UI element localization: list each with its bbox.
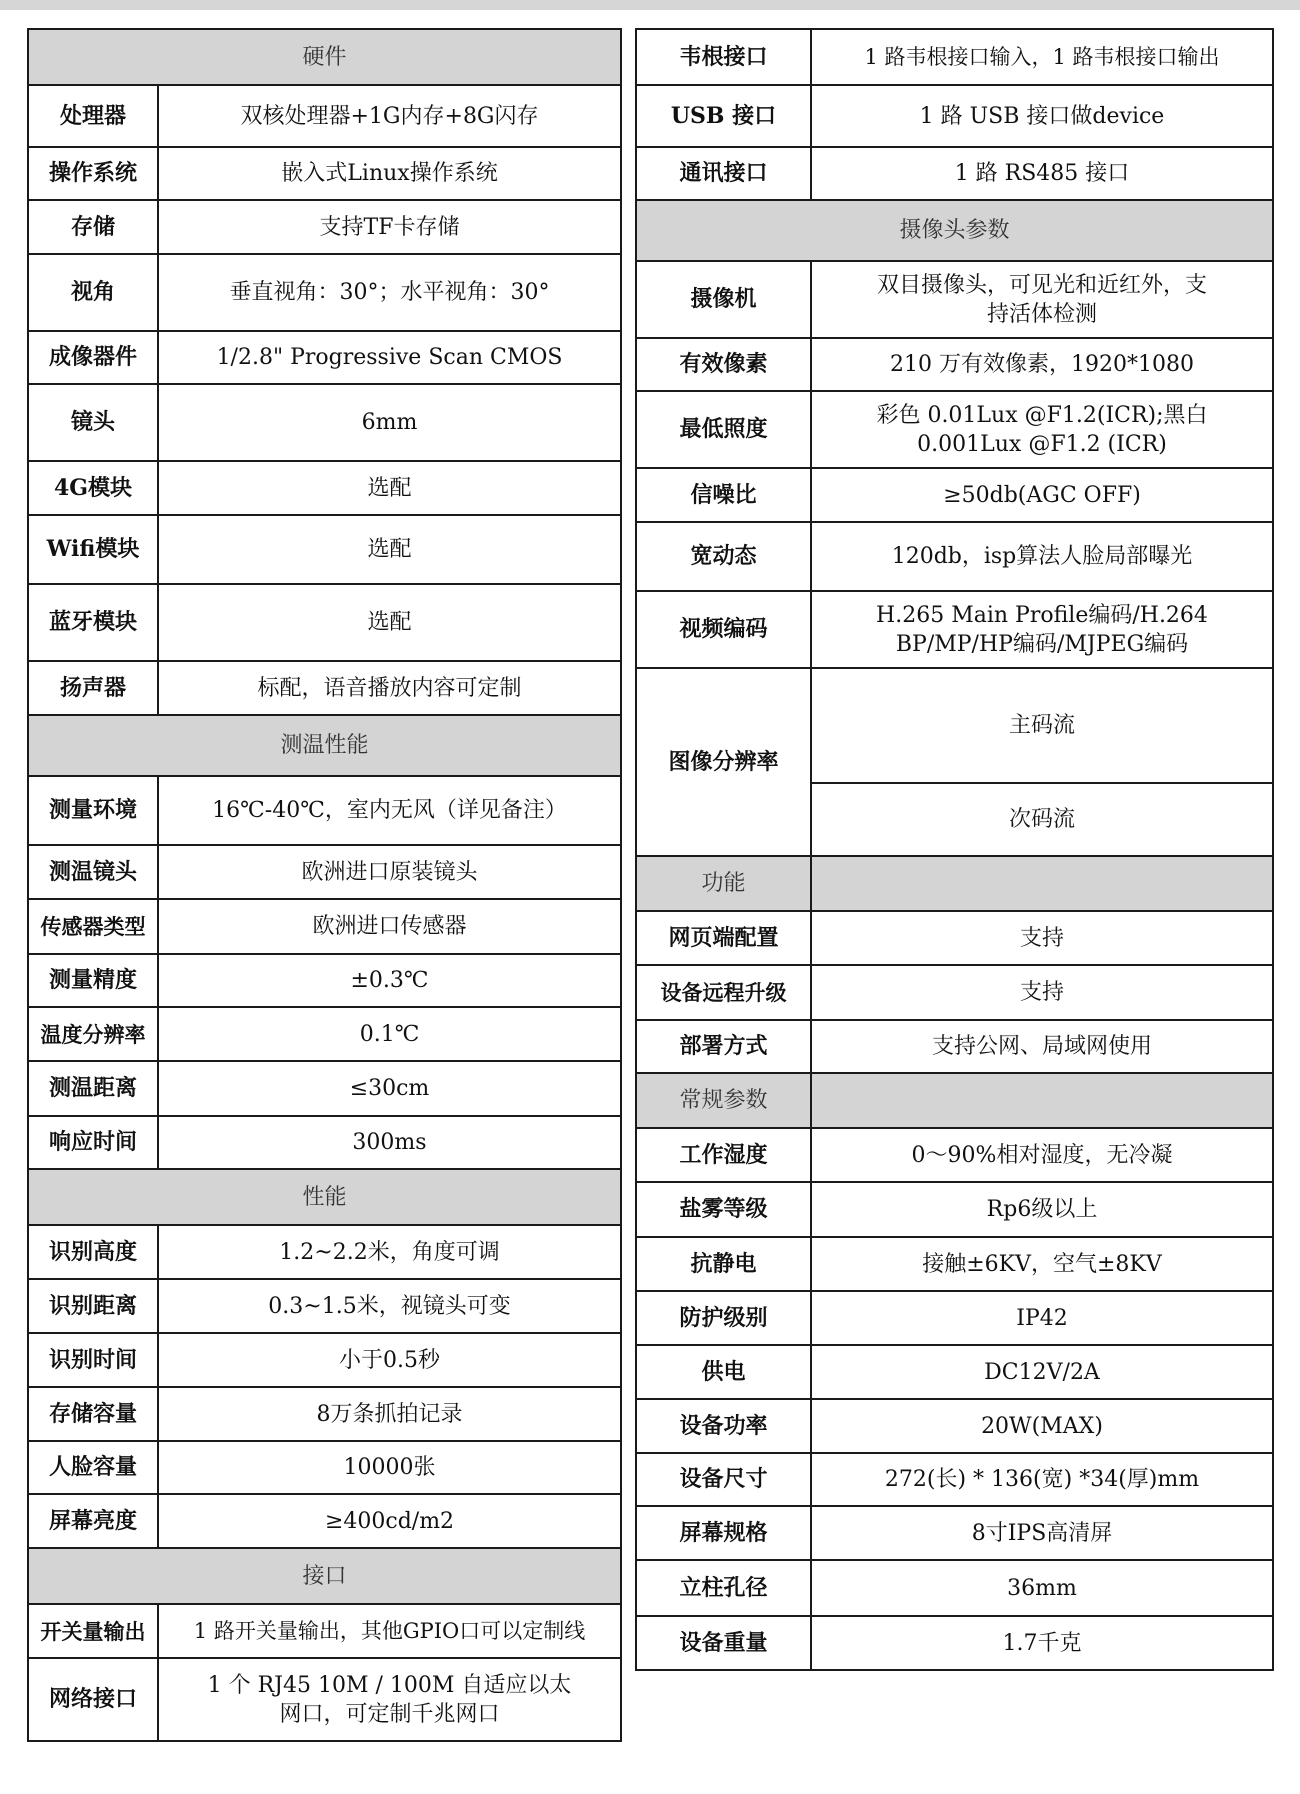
spec-label: 温度分辨率 <box>28 1007 158 1061</box>
section-row <box>636 856 1273 911</box>
spec-value: 1.7千克 <box>811 1616 1273 1670</box>
section-heading: 功能 <box>636 856 811 911</box>
spec-row <box>636 1291 1273 1345</box>
spec-value: 双目摄像头，可见光和近红外，支持活体检测 <box>811 261 1273 338</box>
spec-label: 设备尺寸 <box>636 1453 811 1506</box>
spec-value: 1 路 USB 接口做device <box>811 85 1273 147</box>
spec-value: 0.3~1.5米，视镜头可变 <box>158 1279 621 1333</box>
spec-row <box>636 1560 1273 1616</box>
spec-row <box>636 1399 1273 1453</box>
spec-value: 1.2~2.2米，角度可调 <box>158 1225 621 1279</box>
spec-label: 处理器 <box>28 85 158 147</box>
spec-label: 存储 <box>28 200 158 254</box>
spec-value: H.265 Main Profile编码/H.264 BP/MP/HP编码/MJPEG编码 <box>811 591 1273 668</box>
section-row <box>636 1073 1273 1128</box>
spec-row <box>636 522 1273 591</box>
spec-value: 支持TF卡存储 <box>158 200 621 254</box>
spec-value: 120db，isp算法人脸局部曝光 <box>811 522 1273 591</box>
spec-value: 彩色 0.01Lux @F1.2(ICR);黑白 0.001Lux @F1.2 (ICR) <box>811 391 1273 468</box>
spec-row <box>636 1128 1273 1182</box>
section-row <box>28 29 621 85</box>
spec-label: 操作系统 <box>28 147 158 200</box>
spec-value: 6mm <box>158 384 621 461</box>
spec-label: 防护级别 <box>636 1291 811 1345</box>
spec-row <box>28 776 621 845</box>
spec-label: 存储容量 <box>28 1387 158 1441</box>
spec-row <box>28 147 621 200</box>
spec-value: 300ms <box>158 1116 621 1169</box>
spec-label: 测温镜头 <box>28 845 158 899</box>
spec-value: 210 万有效像素，1920*1080 <box>811 338 1273 391</box>
spec-value: 选配 <box>158 461 621 515</box>
spec-value: 接触±6KV，空气±8KV <box>811 1237 1273 1291</box>
spec-label: 摄像机 <box>636 261 811 338</box>
spec-row <box>28 845 621 899</box>
spec-label: 成像器件 <box>28 331 158 384</box>
spec-row <box>28 461 621 515</box>
spec-row <box>28 1658 621 1741</box>
spec-value: 次码流 <box>811 783 1273 856</box>
spec-label: 视角 <box>28 254 158 331</box>
spec-row <box>28 1333 621 1387</box>
spec-label: 盐雾等级 <box>636 1182 811 1237</box>
spec-row <box>28 584 621 661</box>
spec-label: 4G模块 <box>28 461 158 515</box>
spec-label: 立柱孔径 <box>636 1560 811 1616</box>
spec-row <box>28 1279 621 1333</box>
spec-row <box>636 1506 1273 1560</box>
spec-label: 图像分辨率 <box>636 668 811 856</box>
spec-row <box>28 1225 621 1279</box>
spec-row <box>636 338 1273 391</box>
spec-label: 设备重量 <box>636 1616 811 1670</box>
spec-row <box>28 661 621 715</box>
spec-label: 韦根接口 <box>636 29 811 85</box>
spec-value: Rp6级以上 <box>811 1182 1273 1237</box>
spec-row <box>28 85 621 147</box>
spec-row <box>636 1182 1273 1237</box>
spec-value: 双核处理器+1G内存+8G闪存 <box>158 85 621 147</box>
spec-value: 36mm <box>811 1560 1273 1616</box>
section-heading-blank <box>811 1073 1273 1128</box>
section-heading: 接口 <box>28 1548 621 1604</box>
spec-label: 识别高度 <box>28 1225 158 1279</box>
spec-label: 供电 <box>636 1345 811 1399</box>
spec-label: 识别距离 <box>28 1279 158 1333</box>
spec-value: 0～90%相对湿度，无冷凝 <box>811 1128 1273 1182</box>
spec-value: 10000张 <box>158 1441 621 1494</box>
spec-label: 测温距离 <box>28 1061 158 1116</box>
spec-label: 蓝牙模块 <box>28 584 158 661</box>
spec-value: 选配 <box>158 584 621 661</box>
spec-label: 开关量输出 <box>28 1604 158 1658</box>
spec-row <box>28 1116 621 1169</box>
section-heading: 测温性能 <box>28 715 621 776</box>
spec-label: 有效像素 <box>636 338 811 391</box>
spec-value: 欧洲进口原装镜头 <box>158 845 621 899</box>
spec-value: 1 路开关量输出，其他GPIO口可以定制线 <box>158 1604 621 1658</box>
spec-value: 支持 <box>811 965 1273 1020</box>
spec-value: 欧洲进口传感器 <box>158 899 621 954</box>
spec-row <box>636 1616 1273 1670</box>
section-heading: 硬件 <box>28 29 621 85</box>
spec-label: Wifi模块 <box>28 515 158 584</box>
spec-row <box>28 200 621 254</box>
spec-row <box>636 911 1273 965</box>
spec-value: 选配 <box>158 515 621 584</box>
spec-label: 屏幕规格 <box>636 1506 811 1560</box>
spec-row <box>636 468 1273 522</box>
spec-row <box>636 1453 1273 1506</box>
spec-label: 扬声器 <box>28 661 158 715</box>
section-heading-blank <box>811 856 1273 911</box>
spec-value: 20W(MAX) <box>811 1399 1273 1453</box>
spec-row <box>636 668 1273 783</box>
spec-row <box>636 965 1273 1020</box>
spec-label: 测量环境 <box>28 776 158 845</box>
spec-value: ≥400cd/m2 <box>158 1494 621 1548</box>
spec-label: 镜头 <box>28 384 158 461</box>
spec-label: USB 接口 <box>636 85 811 147</box>
spec-value: ≤30cm <box>158 1061 621 1116</box>
spec-row <box>28 1061 621 1116</box>
spec-value: ≥50db(AGC OFF) <box>811 468 1273 522</box>
spec-row <box>28 899 621 954</box>
spec-value: DC12V/2A <box>811 1345 1273 1399</box>
spec-row <box>636 591 1273 668</box>
spec-label: 最低照度 <box>636 391 811 468</box>
spec-value: 嵌入式Linux操作系统 <box>158 147 621 200</box>
spec-row <box>28 1441 621 1494</box>
spec-value: 1 路 RS485 接口 <box>811 147 1273 200</box>
spec-row <box>636 391 1273 468</box>
spec-row <box>636 147 1273 200</box>
spec-label: 识别时间 <box>28 1333 158 1387</box>
spec-value: 272(长) * 136(宽) *34(厚)mm <box>811 1453 1273 1506</box>
section-row <box>28 1548 621 1604</box>
spec-value: 支持 <box>811 911 1273 965</box>
spec-table-left <box>27 28 622 1742</box>
spec-value: 标配，语音播放内容可定制 <box>158 661 621 715</box>
spec-value: 8寸IPS高清屏 <box>811 1506 1273 1560</box>
spec-label: 人脸容量 <box>28 1441 158 1494</box>
spec-value: 1/2.8" Progressive Scan CMOS <box>158 331 621 384</box>
spec-label: 传感器类型 <box>28 899 158 954</box>
section-row <box>636 200 1273 261</box>
spec-label: 信噪比 <box>636 468 811 522</box>
spec-label: 工作湿度 <box>636 1128 811 1182</box>
spec-value: 0.1℃ <box>158 1007 621 1061</box>
section-heading: 常规参数 <box>636 1073 811 1128</box>
spec-row <box>28 1007 621 1061</box>
spec-value: 小于0.5秒 <box>158 1333 621 1387</box>
spec-row <box>636 1345 1273 1399</box>
spec-value: 8万条抓拍记录 <box>158 1387 621 1441</box>
spec-row <box>28 1387 621 1441</box>
spec-label: 网络接口 <box>28 1658 158 1741</box>
spec-value: 支持公网、局域网使用 <box>811 1020 1273 1073</box>
spec-value: ±0.3℃ <box>158 954 621 1007</box>
spec-row <box>636 261 1273 338</box>
spec-label: 宽动态 <box>636 522 811 591</box>
spec-label: 屏幕亮度 <box>28 1494 158 1548</box>
spec-label: 网页端配置 <box>636 911 811 965</box>
spec-row <box>636 1020 1273 1073</box>
spec-row <box>636 85 1273 147</box>
spec-row <box>28 1604 621 1658</box>
section-heading: 性能 <box>28 1169 621 1225</box>
spec-label: 响应时间 <box>28 1116 158 1169</box>
spec-row <box>28 384 621 461</box>
spec-value: 16℃-40℃，室内无风（详见备注） <box>158 776 621 845</box>
spec-row <box>28 1494 621 1548</box>
spec-label: 视频编码 <box>636 591 811 668</box>
spec-row <box>28 515 621 584</box>
spec-value: IP42 <box>811 1291 1273 1345</box>
spec-label: 设备功率 <box>636 1399 811 1453</box>
spec-value: 主码流 <box>811 668 1273 783</box>
spec-value: 垂直视角：30°；水平视角：30° <box>158 254 621 331</box>
spec-row <box>28 954 621 1007</box>
spec-row <box>28 254 621 331</box>
spec-row <box>636 1237 1273 1291</box>
spec-row <box>636 29 1273 85</box>
spec-label: 通讯接口 <box>636 147 811 200</box>
spec-label: 抗静电 <box>636 1237 811 1291</box>
top-strip <box>0 0 1300 10</box>
spec-value: 1 个 RJ45 10M / 100M 自适应以太网口，可定制千兆网口 <box>158 1658 621 1741</box>
spec-label: 测量精度 <box>28 954 158 1007</box>
spec-table-right <box>635 28 1274 1671</box>
section-row <box>28 1169 621 1225</box>
spec-label: 部署方式 <box>636 1020 811 1073</box>
spec-label: 设备远程升级 <box>636 965 811 1020</box>
spec-row <box>28 331 621 384</box>
section-heading: 摄像头参数 <box>636 200 1273 261</box>
spec-value: 1 路韦根接口输入，1 路韦根接口输出 <box>811 29 1273 85</box>
section-row <box>28 715 621 776</box>
